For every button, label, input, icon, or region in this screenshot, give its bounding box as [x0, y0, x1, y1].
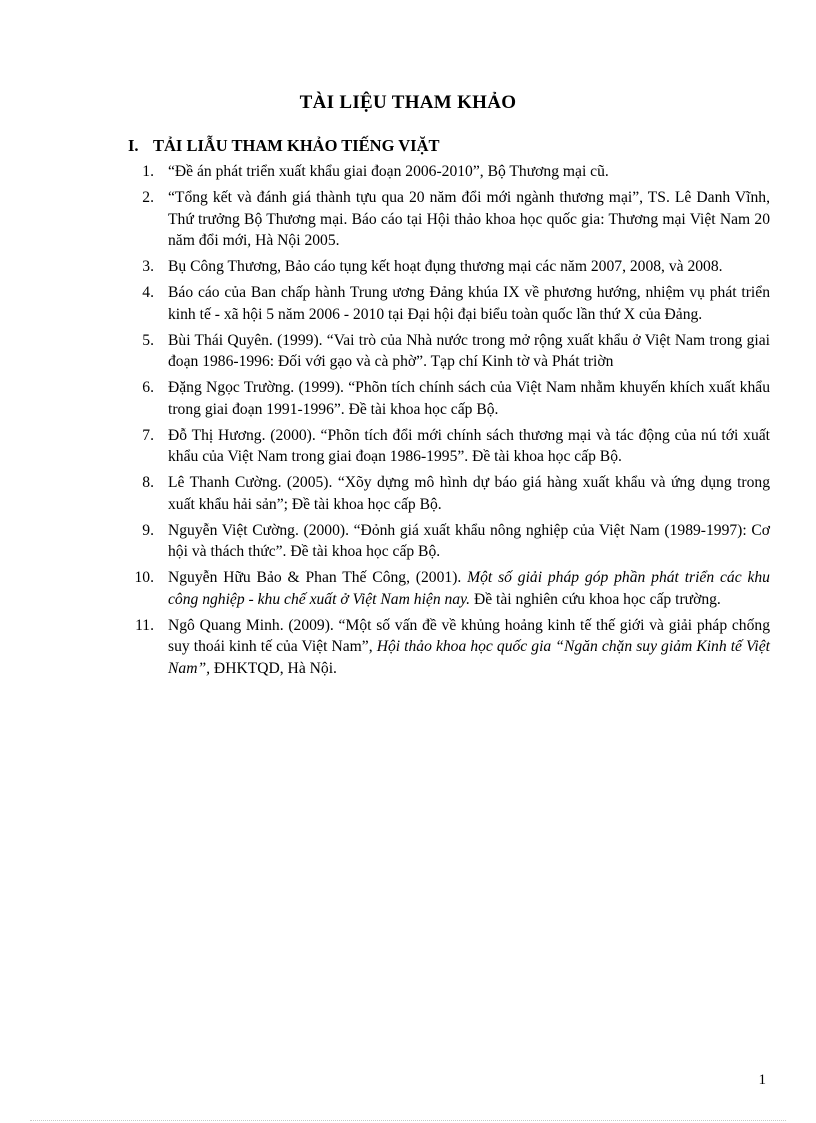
reference-item	[128, 282, 770, 325]
reference-text: Báo cáo của Ban chấp hành Trung ương Đảng khúa IX về phương hướng, nhiệm vụ phát triển kinh tế - xã hội 5 năm 2006 - 2010 tại Đại hội đại biểu toàn quốc lần thứ X của Đảng.	[168, 284, 770, 323]
reference-text: Nguyễn Hữu Bảo & Phan Thế Công, (2001).	[168, 569, 468, 586]
reference-item	[128, 520, 770, 563]
page-bottom-border	[30, 1120, 786, 1121]
reference-text: Đề tài nghiên cứu khoa học cấp trường.	[470, 590, 721, 608]
reference-number: 4.	[142, 284, 154, 301]
reference-number: 6.	[142, 379, 154, 396]
page-number: 1	[758, 1072, 766, 1088]
reference-text: Đặng Ngọc Trường. (1999). “Phõn tích chính sách của Việt Nam nhằm khuyến khích xuất khẩu trong giai đoạn 1991-1996”. Đề tài khoa học cấp Bộ.	[168, 379, 770, 418]
section-title: TẢI LIẪU THAM KHẢO TIẾNG VIẶT	[153, 136, 440, 155]
reference-text: Bụ Công Thương, Bảo cáo tụng kết hoạt đụng thương mại các năm 2007, 2008, và 2008.	[168, 258, 723, 275]
reference-list	[128, 161, 770, 684]
reference-text: “Tổng kết và đánh giá thành tựu qua 20 năm đổi mới ngành thương mại”, TS. Lê Danh Vĩnh, Thứ trưởng Bộ Thương mại. Báo cáo tại Hội thảo khoa học quốc gia: Thương mại Việt Nam 20 năm đổi mới, Hà Nội 2005.	[168, 189, 770, 249]
reference-italic-text: Hội thảo khoa học quốc gia “Ngăn chặn suy giảm Kinh tế Việt Nam”,	[168, 638, 770, 677]
reference-item	[128, 472, 770, 515]
reference-item	[128, 567, 770, 610]
reference-text: ĐHKTQD, Hà Nội.	[210, 659, 337, 677]
reference-item	[128, 425, 770, 468]
reference-text: Đỗ Thị Hương. (2000). “Phõn tích đổi mới chính sách thương mại và tác động của nú tới xuất khẩu của Việt Nam trong giai đoạn 1986-1995”. Đề tài khoa học cấp Bộ.	[168, 426, 770, 465]
reference-number: 2.	[142, 189, 154, 206]
reference-number: 11.	[135, 616, 154, 634]
reference-item	[128, 187, 770, 252]
reference-text: “Đề án phát triển xuất khẩu giai đoạn 2006-2010”, Bộ Thương mại cũ.	[168, 163, 609, 180]
reference-text: Lê Thanh Cường. (2005). “Xõy dựng mô hình dự báo giá hàng xuất khẩu và ứng dụng trong xuất khẩu hải sản”; Đề tài khoa học cấp Bộ.	[168, 474, 770, 513]
reference-item	[128, 615, 770, 680]
reference-number: 3.	[142, 258, 154, 275]
reference-text: Bùi Thái Quyên. (1999). “Vai trò của Nhà nước trong mở rộng xuất khẩu ở Việt Nam trong giai đoạn 1986-1996: Đối với gạo và cà phờ”. Tạp chí Kinh tờ và Phát triờn	[168, 331, 770, 370]
reference-text: Nguyễn Việt Cường. (2000). “Đỏnh giá xuất khẩu nông nghiệp của Việt Nam (1989-1997): Cơ hội và thách thức”. Đề tài khoa học cấp Bộ.	[168, 521, 770, 560]
reference-text: Ngô Quang Minh. (2009). “Một số vấn đề về khủng hoảng kinh tế thế giới và giải pháp chống suy thoái kinh tế của Việt Nam”,	[168, 616, 770, 655]
reference-italic-text: Một số giải pháp góp phần phát triển các khu công nghiệp - khu chế xuất ở Việt Nam hiện nay.	[168, 569, 770, 608]
section-number: I.	[128, 136, 139, 155]
reference-item	[128, 256, 770, 278]
section-heading	[128, 136, 440, 156]
reference-item	[128, 377, 770, 420]
reference-item	[128, 161, 770, 183]
reference-number: 10.	[134, 569, 154, 586]
reference-number: 8.	[142, 474, 154, 491]
reference-item	[128, 330, 770, 373]
reference-number: 7.	[142, 426, 154, 444]
page-title: TÀI LIỆU THAM KHẢO	[299, 92, 517, 113]
reference-number: 1.	[142, 163, 154, 180]
reference-number: 9.	[142, 521, 154, 539]
reference-number: 5.	[142, 331, 154, 349]
